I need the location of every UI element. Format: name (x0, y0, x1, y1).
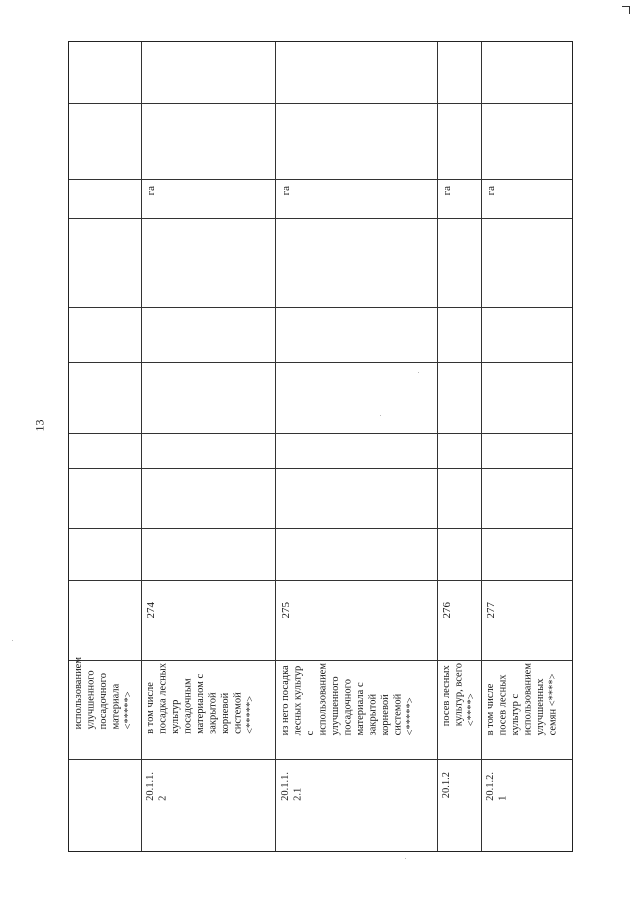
row-line-number: 274 (145, 602, 157, 619)
column-separator (69, 218, 572, 219)
column-separator (69, 468, 572, 469)
row-line-number: 275 (280, 602, 292, 619)
row-name-cell: посев лесных культур, всего <****> (441, 663, 477, 727)
row-line-number: 276 (441, 602, 453, 619)
corner-mark (622, 6, 630, 14)
column-separator (69, 307, 572, 308)
row-name-cell: в том числе посадка лесных культур посадочным материалом с закрытой корневой системой <*****> (145, 663, 256, 734)
row-code-cell: 20.1.2 (441, 772, 452, 799)
row-separator (481, 42, 482, 851)
column-separator (69, 528, 572, 529)
column-separator (69, 103, 572, 104)
row-unit-cell: га (280, 186, 292, 196)
column-separator (69, 580, 572, 581)
row-unit-cell: га (145, 186, 157, 196)
row-name-cell: использованием улучшенного посадочного материала <*****> (73, 657, 134, 730)
column-separator (69, 179, 572, 180)
row-separator (437, 42, 438, 851)
row-code-cell: 20.1.1. 2 (145, 772, 169, 801)
row-name-cell: в том числе посев лесных культур с использованием улучшенных семян <****> (485, 663, 559, 736)
row-unit-cell: га (441, 186, 453, 196)
data-table (68, 41, 573, 852)
scan-speck (12, 640, 13, 641)
column-separator (69, 433, 572, 434)
column-separator (69, 362, 572, 363)
row-unit-cell: га (485, 186, 497, 196)
row-separator (141, 42, 142, 851)
row-code-cell: 20.1.1. 2.1 (280, 772, 304, 801)
row-separator (275, 42, 276, 851)
row-code-cell: 20.1.2. 1 (485, 772, 509, 801)
scan-speck (405, 858, 406, 859)
column-separator (69, 759, 572, 760)
row-name-cell: из него посадка лесных культур с использованием улучшенного посадочного материала с закрытой корневой системой <*****> (280, 663, 416, 736)
row-line-number: 277 (485, 602, 497, 619)
page-number: 13 (32, 419, 47, 432)
column-separator (69, 660, 572, 661)
